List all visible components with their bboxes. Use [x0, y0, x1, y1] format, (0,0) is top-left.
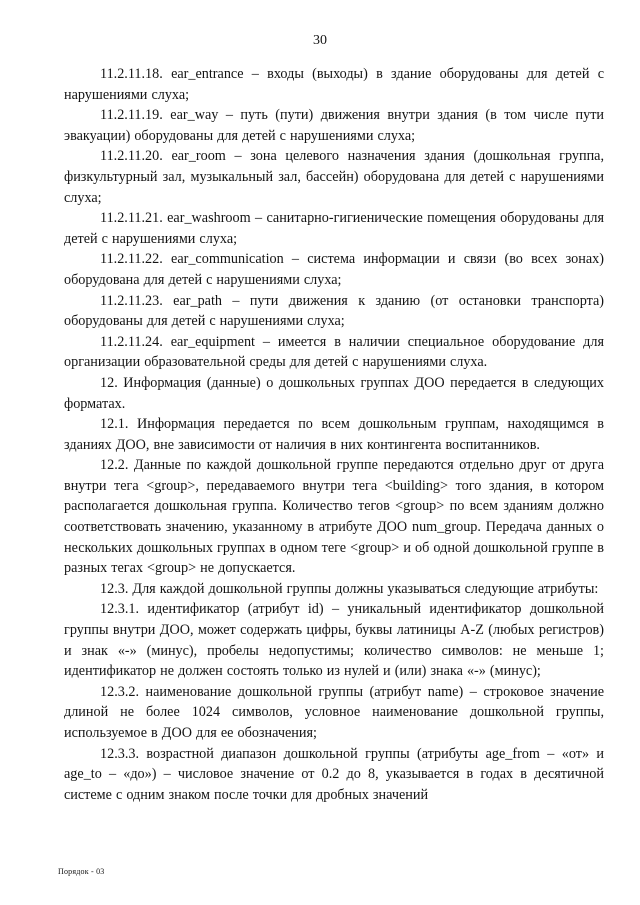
paragraph-12-1: 12.1. Информация передается по всем дошкольным группам, находящимся в зданиях ДОО, вне зависимости от наличия в них контингента воспитанников. — [64, 416, 604, 453]
paragraph-12-3-1: 12.3.1. идентификатор (атрибут id) – уникальный идентификатор дошкольной группы внутри ДОО, может содержать цифры, буквы латиницы A-Z (любых регистров) и знак «-» (минус), пробелы недопустимы; количество символов: не меньше 1; идентификатор не должен состоять только из нулей и (или) знака «-» (минус); — [64, 601, 604, 680]
paragraph-12-3: 12.3. Для каждой дошкольной группы должны указываться следующие атрибуты: — [100, 580, 599, 597]
paragraph-12-3-2: 12.3.2. наименование дошкольной группы (атрибут name) – строковое значение длиной не более 1024 символов, условное наименование дошкольной группы, используемое в ДОО для ее обозначения; — [64, 683, 604, 741]
paragraph-11-2-11-18: 11.2.11.18. ear_entrance – входы (выходы) в здание оборудованы для детей с нарушениями слуха; — [64, 66, 604, 103]
paragraph-12-3-3: 12.3.3. возрастной диапазон дошкольной группы (атрибуты age_from – «от» и age_to – «до») – числовое значение от 0.2 до 8, указывается в годах в десятичной системе с одним знаком после точки для дробных значений — [64, 745, 604, 803]
paragraph-12: 12. Информация (данные) о дошкольных группах ДОО передается в следующих форматах. — [64, 374, 604, 412]
paragraph-11-2-11-19: 11.2.11.19. ear_way – путь (пути) движения внутри здания (в том числе пути эвакуации) оборудованы для детей с нарушениями слуха; — [64, 107, 604, 144]
paragraph-12-2: 12.2. Данные по каждой дошкольной группе передаются отдельно друг от друга внутри тега <group>, передаваемого внутри тега <building> того здания, в котором располагается дошкольная группа. Количество тегов <group> по всем зданиям должно соответствовать значению, указанному в атрибуте ДОО num_group. Передача данных о нескольких дошкольных группах в одном теге <group> и об одной дошкольной группе в разных тегах <group> не допускается. — [64, 457, 604, 577]
page-number: 30 — [313, 33, 327, 48]
paragraph-11-2-11-22: 11.2.11.22. ear_communication – система информации и связи (во всех зонах) оборудована для детей с нарушениями слуха; — [64, 251, 604, 288]
document-body — [64, 64, 604, 805]
footer-mark: Порядок - 03 — [58, 867, 105, 876]
paragraph-11-2-11-21: 11.2.11.21. ear_washroom – санитарно-гигиенические помещения оборудованы для детей с нарушениями слуха; — [64, 210, 604, 247]
paragraph-11-2-11-24: 11.2.11.24. ear_equipment – имеется в наличии специальное оборудование для организации образовательной среды для детей с нарушениями слуха. — [64, 333, 604, 371]
paragraph-11-2-11-20: 11.2.11.20. ear_room – зона целевого назначения здания (дошкольная группа, физкультурный зал, музыкальный зал, бассейн) оборудована для детей с нарушениями слуха; — [64, 148, 604, 206]
paragraph-11-2-11-23: 11.2.11.23. ear_path – пути движения к зданию (от остановки транспорта) оборудованы для детей с нарушениями слуха; — [64, 292, 604, 330]
